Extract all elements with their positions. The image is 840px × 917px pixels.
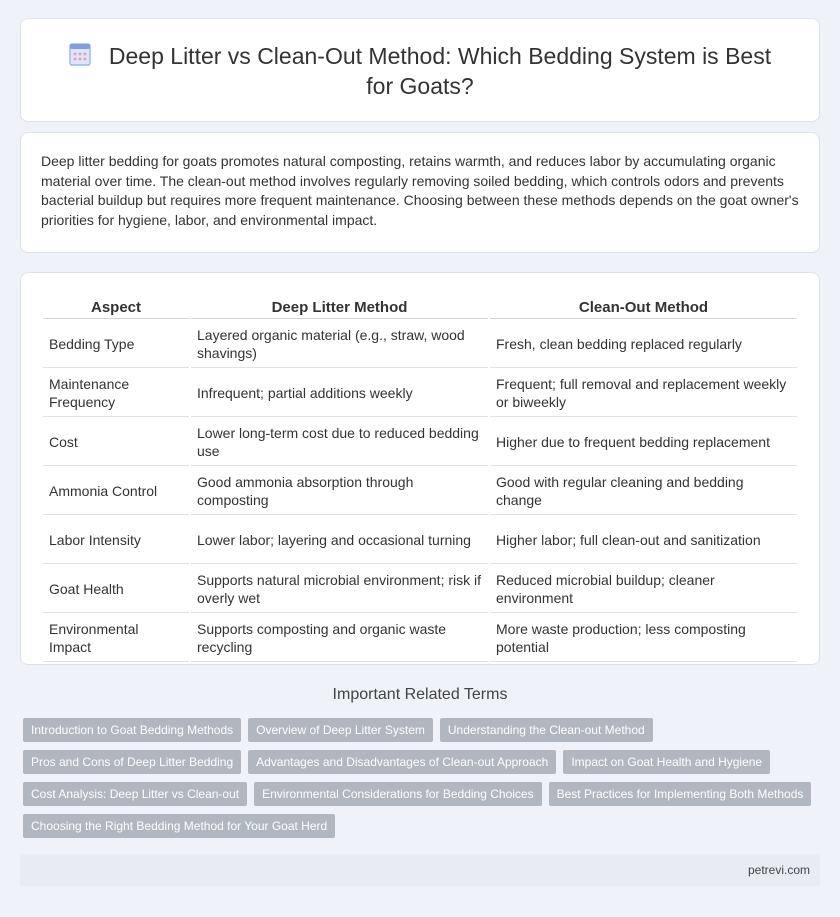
table-header-row: [43, 295, 797, 319]
deep-litter-cell: Infrequent; partial additions weekly: [191, 368, 488, 417]
related-term-tag[interactable]: Environmental Considerations for Bedding Choices: [254, 782, 541, 806]
clean-out-cell: Frequent; full removal and replacement weekly or biweekly: [490, 368, 797, 417]
clean-out-cell: More waste production; less composting potential: [490, 613, 797, 662]
title-card: [20, 18, 820, 122]
related-terms-list: [23, 718, 823, 838]
table-row: [43, 368, 797, 417]
aspect-cell: Environmental Impact: [43, 613, 189, 662]
table-row: [43, 515, 797, 564]
column-header-deep-litter: Deep Litter Method: [191, 295, 488, 319]
related-term-tag[interactable]: Cost Analysis: Deep Litter vs Clean-out: [23, 782, 247, 806]
clean-out-cell: Higher labor; full clean-out and sanitization: [490, 515, 797, 564]
deep-litter-cell: Lower labor; layering and occasional turning: [191, 515, 488, 564]
page-title: Deep Litter vs Clean-Out Method: Which Bedding System is Best for Goats?: [108, 43, 772, 99]
related-terms-title: Important Related Terms: [332, 686, 508, 703]
related-term-tag[interactable]: Impact on Goat Health and Hygiene: [563, 750, 770, 774]
deep-litter-cell: Supports composting and organic waste recycling: [191, 613, 488, 662]
aspect-cell: Labor Intensity: [43, 515, 189, 564]
table-row: [43, 613, 797, 662]
aspect-cell: Cost: [43, 417, 189, 466]
related-term-tag[interactable]: Pros and Cons of Deep Litter Bedding: [23, 750, 241, 774]
aspect-cell: Bedding Type: [43, 319, 189, 368]
related-term-tag[interactable]: Advantages and Disadvantages of Clean-out Approach: [248, 750, 556, 774]
deep-litter-cell: Layered organic material (e.g., straw, wood shavings): [191, 319, 488, 368]
aspect-cell: Ammonia Control: [43, 466, 189, 515]
table-row: [43, 564, 797, 613]
intro-card: [20, 132, 820, 253]
deep-litter-cell: Good ammonia absorption through composting: [191, 466, 488, 515]
table-row: [43, 319, 797, 368]
column-header-clean-out: Clean-Out Method: [490, 295, 797, 319]
intro-text: Deep litter bedding for goats promotes natural composting, retains warmth, and reduces labor by accumulating organic material over time. The clean-out method involves regularly removing soiled bedding, which controls odors and prevents bacterial buildup but requires more frequent maintenance. Choosing between these methods depends on the goat owner's priorities for hygiene, labor, and environmental impact.: [41, 153, 799, 228]
related-term-tag[interactable]: Overview of Deep Litter System: [248, 718, 433, 742]
table-row: [43, 417, 797, 466]
clean-out-cell: Good with regular cleaning and bedding change: [490, 466, 797, 515]
related-term-tag[interactable]: Introduction to Goat Bedding Methods: [23, 718, 241, 742]
deep-litter-cell: Lower long-term cost due to reduced bedding use: [191, 417, 488, 466]
related-term-tag[interactable]: Best Practices for Implementing Both Methods: [549, 782, 812, 806]
clean-out-cell: Reduced microbial buildup; cleaner environment: [490, 564, 797, 613]
footer: [20, 854, 820, 886]
comparison-card: [20, 272, 820, 665]
related-term-tag[interactable]: Understanding the Clean-out Method: [440, 718, 653, 742]
aspect-cell: Goat Health: [43, 564, 189, 613]
comparison-table: [41, 295, 799, 662]
related-term-tag[interactable]: Choosing the Right Bedding Method for Your Goat Herd: [23, 814, 335, 838]
column-header-aspect: Aspect: [43, 295, 189, 319]
deep-litter-cell: Supports natural microbial environment; risk if overly wet: [191, 564, 488, 613]
aspect-cell: Maintenance Frequency: [43, 368, 189, 417]
footer-site-link[interactable]: petrevi.com: [747, 863, 810, 877]
document-icon: [69, 42, 91, 66]
clean-out-cell: Higher due to frequent bedding replacement: [490, 417, 797, 466]
clean-out-cell: Fresh, clean bedding replaced regularly: [490, 319, 797, 368]
page-title-wrapper: [61, 41, 779, 101]
table-row: [43, 466, 797, 515]
